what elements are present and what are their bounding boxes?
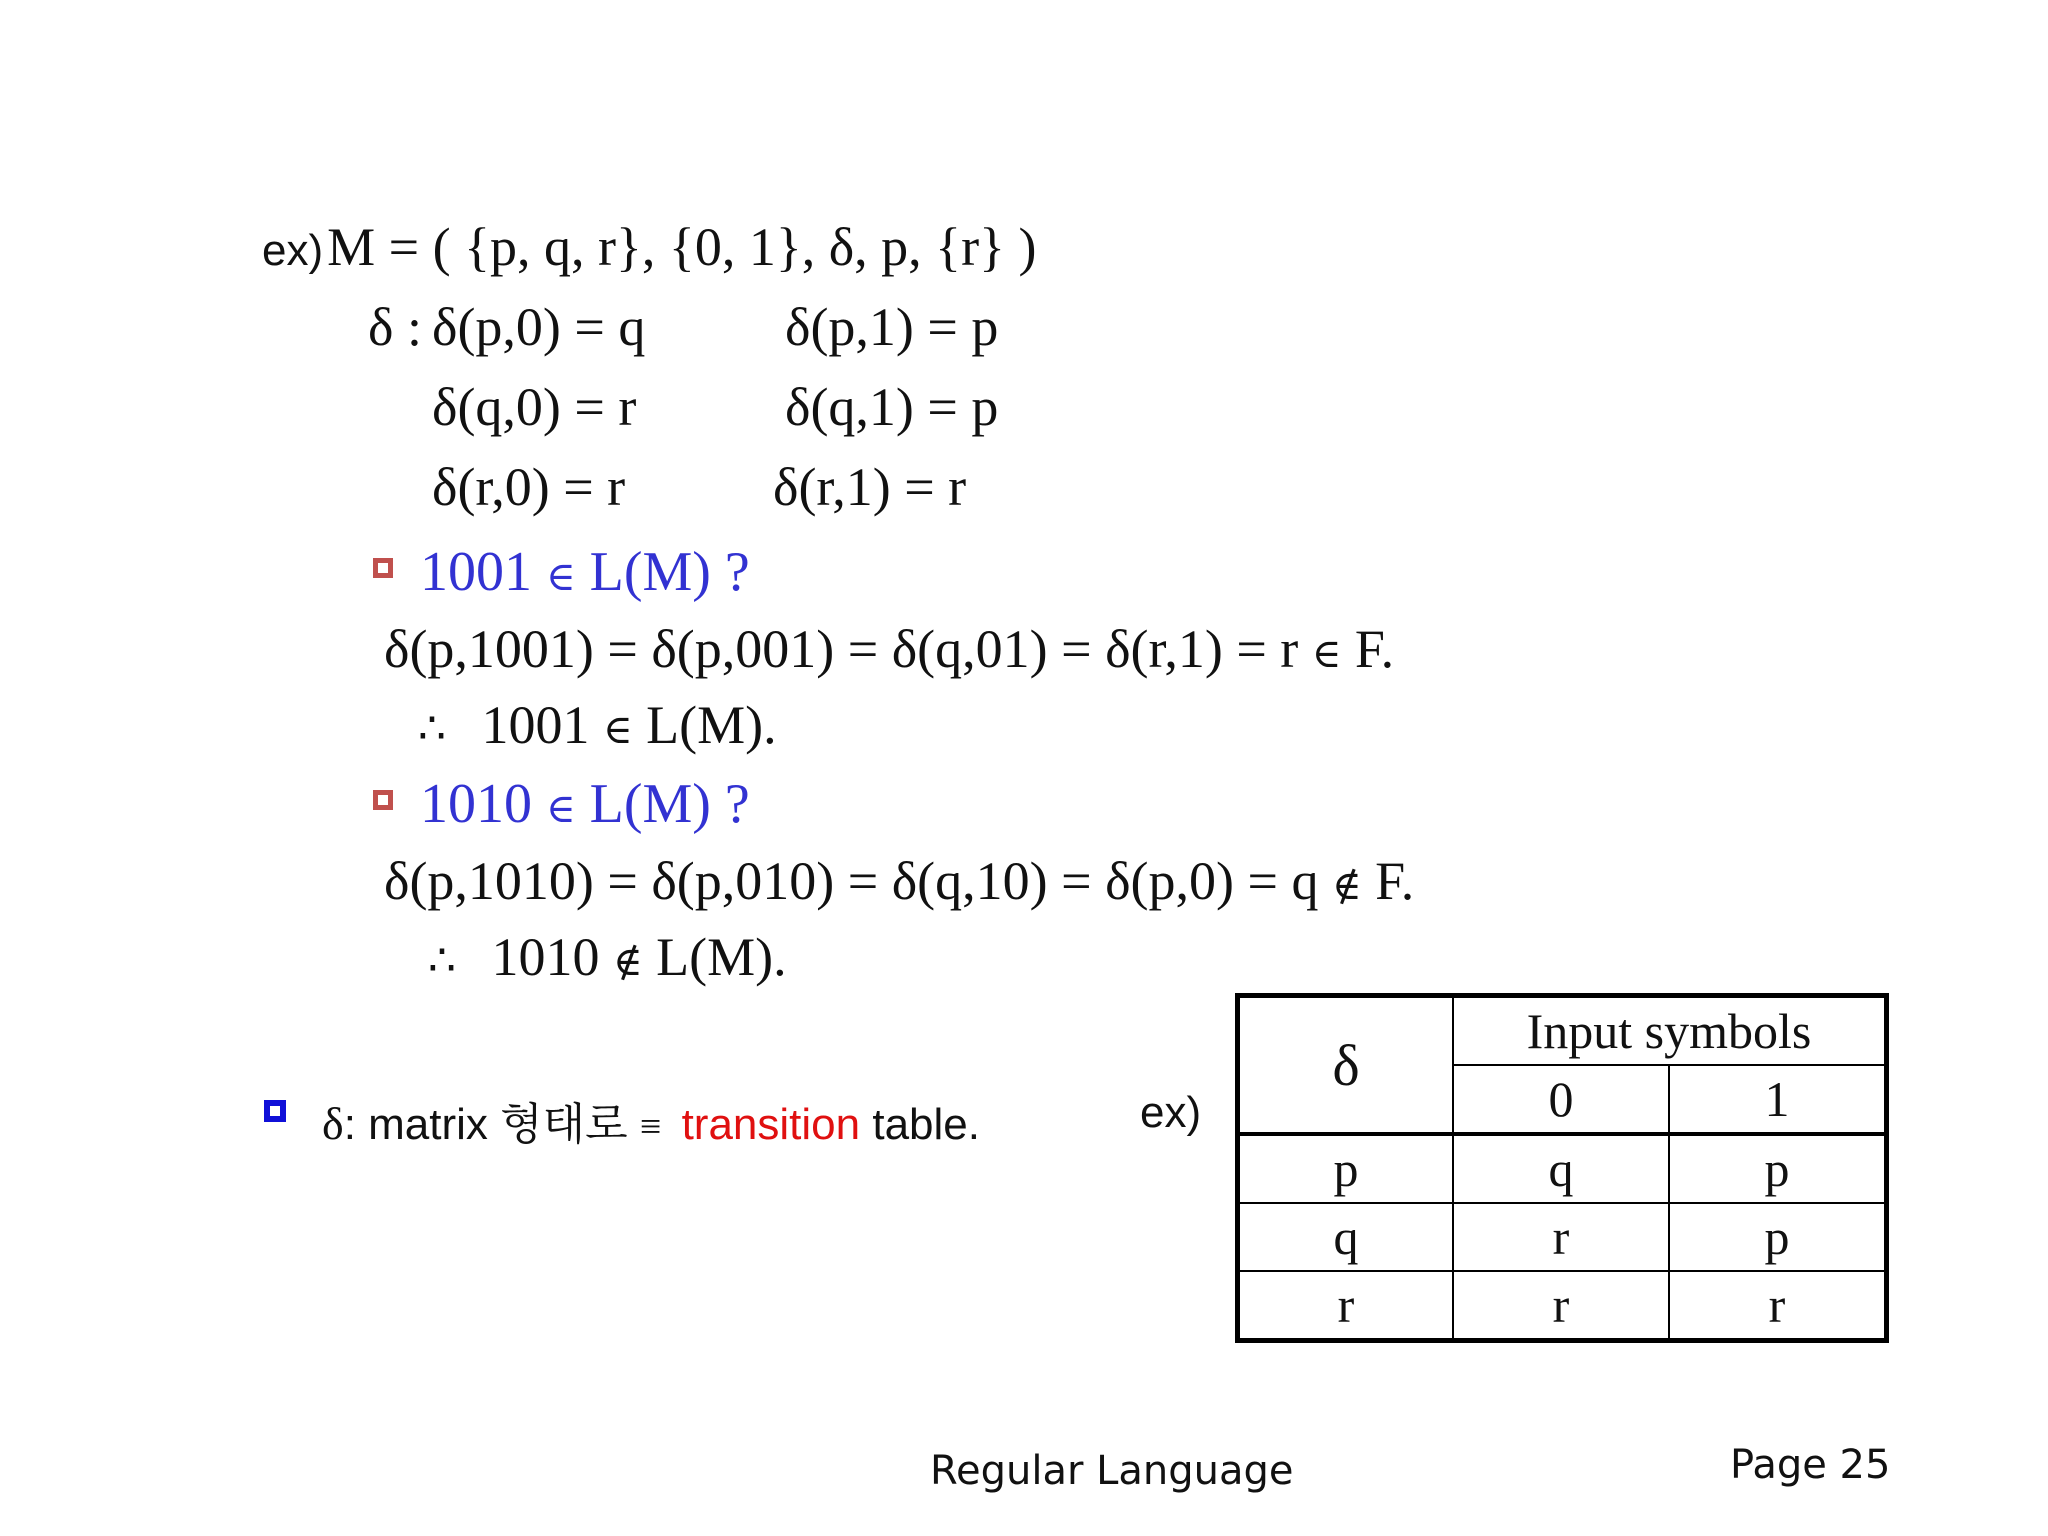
transition-label: δ : bbox=[368, 297, 422, 357]
therefore-symbol: ∴ bbox=[418, 704, 446, 753]
question1-derivation bbox=[384, 618, 1394, 680]
transition-r0: δ(r,0) = r bbox=[432, 457, 626, 517]
transition-p0: δ(p,0) = q bbox=[432, 297, 646, 357]
question1-conclusion-number: 1001 bbox=[481, 695, 590, 755]
question2-number: 1010 bbox=[420, 773, 532, 835]
table-column-header: 1 bbox=[1669, 1065, 1887, 1134]
table-header-row bbox=[1238, 996, 1887, 1066]
element-of-symbol: ∈ bbox=[603, 707, 633, 752]
table-cell: r bbox=[1453, 1203, 1669, 1271]
bullet-square-icon bbox=[373, 790, 393, 810]
question2-derivation-end: F. bbox=[1375, 851, 1415, 911]
bullet-square-icon bbox=[373, 558, 393, 578]
table-row bbox=[1238, 1271, 1887, 1341]
question2-conclusion bbox=[428, 926, 787, 988]
question1-number: 1001 bbox=[420, 541, 532, 603]
definition-line bbox=[262, 216, 1036, 278]
table-corner: δ bbox=[1238, 996, 1454, 1135]
footer-title: Regular Language bbox=[930, 1448, 1294, 1494]
question2-derivation-main: δ(p,1010) = δ(p,010) = δ(q,10) = δ(p,0) = q bbox=[384, 851, 1319, 911]
table-state-cell: q bbox=[1238, 1203, 1454, 1271]
transition-q0: δ(q,0) = r bbox=[432, 377, 637, 437]
element-of-symbol: ∈ bbox=[546, 554, 576, 599]
page-number: Page 25 bbox=[1730, 1442, 1891, 1488]
table-column-header: 0 bbox=[1453, 1065, 1669, 1134]
transition-p1: δ(p,1) = p bbox=[785, 297, 999, 357]
table-group-header: Input symbols bbox=[1453, 996, 1887, 1066]
table-cell: p bbox=[1669, 1134, 1887, 1203]
table-cell: q bbox=[1453, 1134, 1669, 1203]
matrix-note-text: : matrix 형태로 bbox=[343, 1100, 628, 1149]
question2-derivation bbox=[384, 850, 1414, 912]
transition-r1: δ(r,1) = r bbox=[773, 457, 967, 517]
table-row bbox=[1238, 1203, 1887, 1271]
question2-prompt bbox=[420, 772, 750, 836]
element-of-symbol: ∈ bbox=[546, 786, 576, 831]
question1-derivation-end: F. bbox=[1354, 619, 1395, 679]
element-of-symbol: ∈ bbox=[1311, 631, 1342, 676]
question1-conclusion bbox=[418, 694, 777, 756]
matrix-note bbox=[322, 1088, 980, 1152]
equivalence-symbol: ≡ bbox=[639, 1106, 662, 1148]
table-cell: p bbox=[1669, 1203, 1887, 1271]
question1-prompt bbox=[420, 540, 750, 604]
definition-tuple: M = ( {p, q, r}, {0, 1}, δ, p, {r} ) bbox=[327, 217, 1037, 277]
table-example-label: ex) bbox=[1140, 1088, 1202, 1137]
table-cell: r bbox=[1453, 1271, 1669, 1341]
matrix-note-text-end: table. bbox=[872, 1100, 980, 1149]
transition-table bbox=[1235, 993, 1889, 1343]
table-state-cell: r bbox=[1238, 1271, 1454, 1341]
bullet-square-icon bbox=[264, 1100, 286, 1122]
therefore-symbol: ∴ bbox=[428, 936, 456, 985]
table-row bbox=[1238, 1134, 1887, 1203]
question1-conclusion-language: L(M). bbox=[646, 695, 777, 755]
question1-language: L(M) ? bbox=[589, 541, 750, 603]
definition-prefix: ex) bbox=[262, 226, 324, 275]
table-cell: r bbox=[1669, 1271, 1887, 1341]
transition-q1: δ(q,1) = p bbox=[785, 377, 999, 437]
not-element-of-symbol: ∉ bbox=[1331, 863, 1362, 908]
matrix-note-highlight: transition bbox=[681, 1100, 861, 1149]
question1-derivation-main: δ(p,1001) = δ(p,001) = δ(q,01) = δ(r,1) = r bbox=[384, 619, 1299, 679]
question2-conclusion-number: 1010 bbox=[491, 927, 600, 987]
question2-language: L(M) ? bbox=[589, 773, 750, 835]
table-state-cell: p bbox=[1238, 1134, 1454, 1203]
not-element-of-symbol: ∉ bbox=[613, 939, 643, 984]
question2-conclusion-language: L(M). bbox=[656, 927, 787, 987]
delta-symbol: δ bbox=[322, 1098, 344, 1149]
